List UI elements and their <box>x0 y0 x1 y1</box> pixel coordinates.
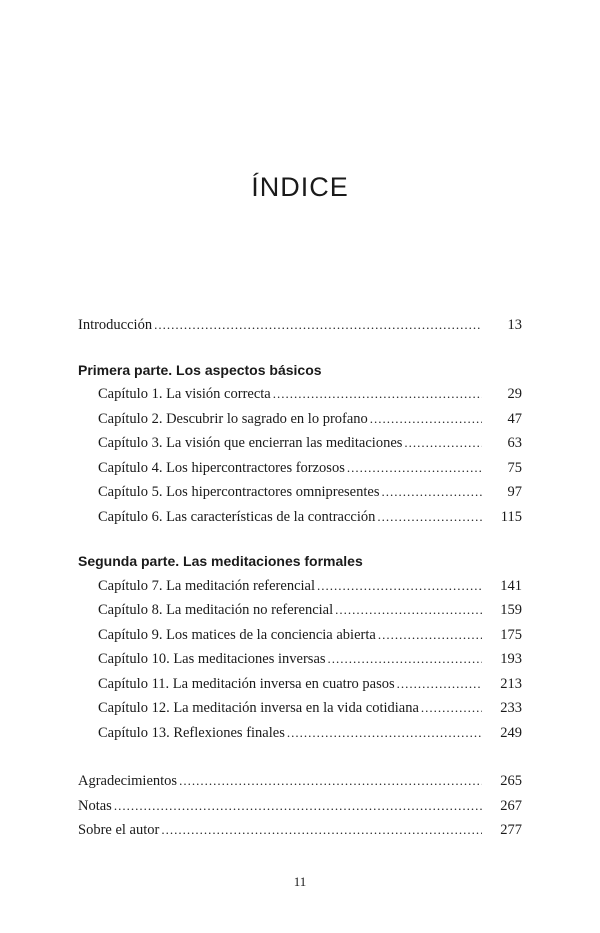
part-heading-segunda: Segunda parte. Las meditaciones formales <box>78 553 363 569</box>
toc-entry-label: Capítulo 12. La meditación inversa en la vida cotidiana <box>98 700 419 716</box>
toc-entry-label: Introducción <box>78 317 153 333</box>
toc-entry-sobre-el-autor <box>78 818 522 843</box>
toc-entry-page: 63 <box>507 435 522 451</box>
toc-entry-notas <box>78 794 522 819</box>
toc-entry-page: 233 <box>500 700 522 716</box>
toc-entry-page: 249 <box>500 724 522 741</box>
toc-entry-page: 75 <box>507 459 522 476</box>
toc-entry-chapter-9 <box>78 623 522 648</box>
dot-leader <box>370 407 482 432</box>
toc-entry-label: Capítulo 11. La meditación inversa en cuatro pasos <box>98 675 395 692</box>
toc-entry-chapter-10 <box>78 647 522 672</box>
toc-entry-page: 193 <box>500 651 522 667</box>
toc-entry-label: Capítulo 13. Reflexiones finales <box>98 724 285 741</box>
toc-entry-chapter-11 <box>78 672 522 697</box>
toc-entry-label: Capítulo 9. Los matices de la conciencia abierta <box>98 626 376 643</box>
toc-entry-label: Agradecimientos <box>78 773 178 789</box>
dot-leader <box>397 672 482 697</box>
toc-entry-chapter-3 <box>78 431 522 456</box>
dot-leader <box>179 769 482 794</box>
toc-entry-label: Sobre el autor <box>78 822 160 838</box>
toc-entry-page: 13 <box>507 317 522 333</box>
toc-entry-label: Notas <box>78 797 112 814</box>
toc-entry-label: Capítulo 10. Las meditaciones inversas <box>98 651 326 667</box>
part-heading-primera: Primera parte. Los aspectos básicos <box>78 361 322 378</box>
toc-entry-label: Capítulo 5. Los hipercontractores omnipresentes <box>98 484 380 500</box>
toc-entry-chapter-8 <box>78 598 522 623</box>
toc-entry-page: 277 <box>500 822 522 838</box>
toc-entry-chapter-2 <box>78 407 522 432</box>
toc-entry-page: 267 <box>500 797 522 814</box>
dot-leader <box>328 647 482 672</box>
toc-entry-page: 213 <box>500 675 522 692</box>
dot-leader <box>347 456 482 481</box>
dot-leader <box>154 313 482 338</box>
dot-leader <box>273 382 482 407</box>
toc-entry-label: Capítulo 1. La visión correcta <box>98 386 271 402</box>
toc-entry-chapter-13 <box>78 721 522 746</box>
toc-entry-chapter-12 <box>78 696 522 721</box>
dot-leader <box>335 598 482 623</box>
toc-entry-page: 97 <box>507 484 522 500</box>
page-title: ÍNDICE <box>251 172 349 202</box>
toc-entry-page: 159 <box>500 602 522 618</box>
toc-entry-page: 115 <box>500 508 522 525</box>
table-of-contents <box>78 313 522 843</box>
toc-entry-page: 47 <box>507 410 522 427</box>
dot-leader <box>381 480 482 505</box>
toc-entry-label: Capítulo 3. La visión que encierran las meditaciones <box>98 435 403 451</box>
toc-entry-chapter-4 <box>78 456 522 481</box>
dot-leader <box>317 574 482 599</box>
dot-leader <box>404 431 482 456</box>
dot-leader <box>161 818 482 843</box>
toc-entry-page: 29 <box>507 386 522 402</box>
toc-entry-page: 265 <box>500 773 522 789</box>
section-spacer <box>78 745 522 769</box>
dot-leader <box>421 696 482 721</box>
toc-entry-label: Capítulo 6. Las características de la contracción <box>98 508 376 525</box>
dot-leader <box>378 623 482 648</box>
toc-entry-introduccion <box>78 313 522 338</box>
dot-leader <box>377 505 482 530</box>
toc-entry-label: Capítulo 8. La meditación no referencial <box>98 602 334 618</box>
toc-entry-chapter-7 <box>78 574 522 599</box>
toc-entry-label: Capítulo 4. Los hipercontractores forzosos <box>98 459 345 476</box>
toc-entry-agradecimientos <box>78 769 522 794</box>
toc-entry-page: 175 <box>500 626 522 643</box>
toc-entry-chapter-1 <box>78 382 522 407</box>
page-number: 11 <box>293 874 307 889</box>
dot-leader <box>287 721 482 746</box>
dot-leader <box>114 794 482 819</box>
toc-entry-chapter-5 <box>78 480 522 505</box>
toc-entry-label: Capítulo 2. Descubrir lo sagrado en lo profano <box>98 410 368 427</box>
toc-entry-chapter-6 <box>78 505 522 530</box>
toc-entry-label: Capítulo 7. La meditación referencial <box>98 577 316 594</box>
toc-entry-page: 141 <box>500 577 522 594</box>
